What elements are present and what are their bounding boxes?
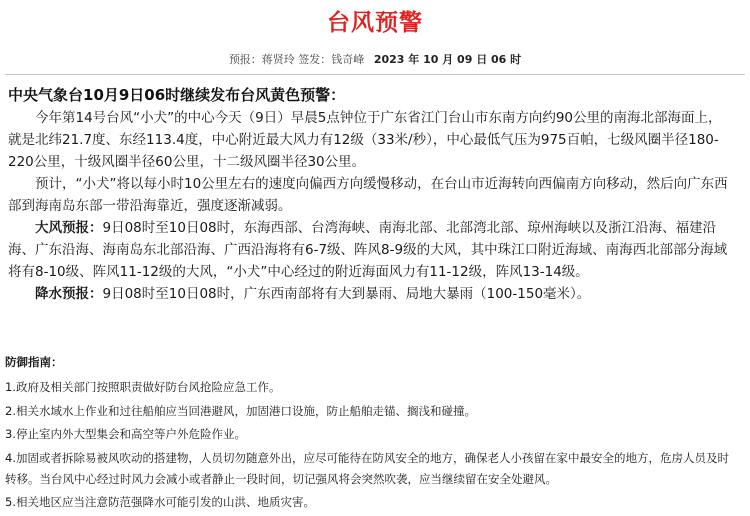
byline-authors: 预报：蒋贤玲 签发：钱奇峰 (228, 53, 365, 66)
paragraph-rain (8, 283, 730, 305)
page-title: 台风预警 (327, 10, 423, 36)
rain-label: 降水预报： (35, 286, 103, 302)
guide-heading: 防御指南： (5, 355, 63, 369)
wind-label: 大风预报： (35, 220, 103, 236)
defense-guide (5, 352, 740, 516)
headline: 中央气象台10月9日06时继续发布台风黄色预警： (8, 86, 346, 104)
wind-text: 9日08时至10日08时，东海西部、台湾海峡、南海北部、北部湾北部、琼州海峡以及浙江沿海、福建沿海、广东沿海、海南岛东北部沿海、广西沿海将有6-7级、阵风8-9级的大风，其中珠江口附近海域、南海西北部部分海域将有8-10级、阵风11-12级的大风，“小犬”中心经过的附近海面风力有11-12级，阵风13-14级。 (8, 220, 728, 280)
warning-body (8, 107, 730, 305)
guide-item: 2.相关水域水上作业和过往船舶应当回港避风，加固港口设施，防止船舶走锚、搁浅和碰撞。 (5, 403, 476, 418)
paragraph-wind (8, 217, 730, 283)
divider (5, 74, 745, 75)
byline (0, 52, 750, 68)
paragraph-position: 今年第14号台风“小犬”的中心今天（9日）早晨5点钟位于广东省江门台山市东南方向约90公里的南海北部海面上，就是北纬21.7度、东经113.4度，中心附近最大风力有12级（33米/秒），中心最低气压为975百帕，七级风圈半径180-220公里，十级风圈半径60公里，十二级风圈半径30公里。 (8, 110, 722, 170)
guide-item: 4.加固或者拆除易被风吹动的搭建物，人员切勿随意外出，应尽可能待在防风安全的地方，确保老人小孩留在家中最安全的地方，危房人员及时转移。当台风中心经过时风力会减小或者静止一段时间，切记强风将会突然吹袭，应当继续留在安全处避风。 (5, 450, 729, 486)
guide-item: 1.政府及相关部门按照职责做好防台风抢险应急工作。 (5, 380, 281, 394)
guide-item: 3.停止室内外大型集会和高空等户外危险作业。 (5, 427, 246, 441)
rain-text: 9日08时至10日08时，广东西南部将有大到暴雨、局地大暴雨（100-150毫米）。 (102, 286, 591, 302)
issue-date: 2023 年 10 月 09 日 06 时 (373, 53, 522, 66)
guide-item: 5.相关地区应当注意防范强降水可能引发的山洪、地质灾害。 (5, 495, 315, 509)
paragraph-forecast: 预计，“小犬”将以每小时10公里左右的速度向偏西方向缓慢移动，在台山市近海转向西偏南方向移动，然后向广东西部到海南岛东部一带沿海靠近，强度逐渐减弱。 (8, 176, 728, 214)
